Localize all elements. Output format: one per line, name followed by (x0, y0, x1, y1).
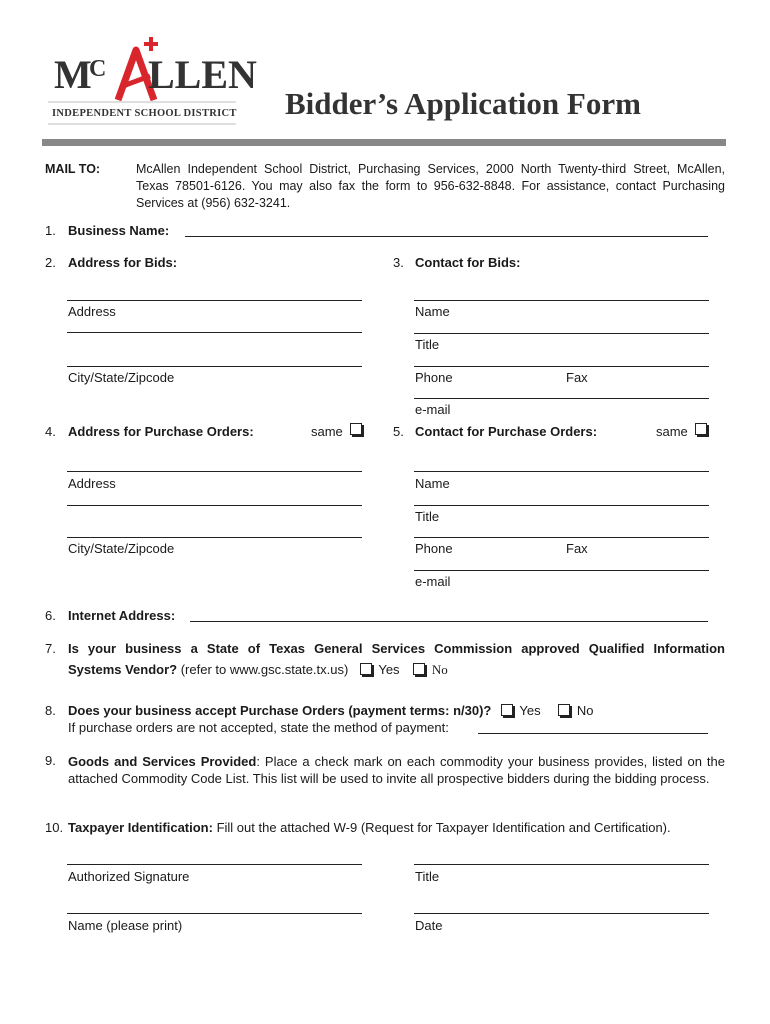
contact-for-bids-label: Contact for Bids: (415, 255, 521, 270)
title-rule (42, 139, 726, 146)
bids-contact-title-caption: Title (415, 337, 440, 352)
bids-contact-email-caption: e-mail (415, 402, 451, 417)
po-accept-no-label: No (576, 703, 594, 718)
signer-title-field[interactable] (414, 864, 709, 865)
qisv-question-line1: Is your business a State of Texas General Services Commission approved Qualified Information (68, 641, 725, 656)
bids-address-field-2[interactable] (67, 332, 362, 333)
po-contact-fax-caption: Fax (566, 541, 588, 556)
taxpayer-id-text (68, 820, 671, 835)
po-accept-line (68, 703, 593, 718)
item-4-num: 4. (45, 424, 56, 439)
po-contact-label: Contact for Purchase Orders: (415, 424, 598, 439)
mail-to-text: McAllen Independent School District, Purchasing Services, 2000 North Twenty-third Street, McAllen, Texas 78501-6126. You may also fax the form to 956-632-8848. For assistance, contact Purchasing Services at (956) 632-3241. (136, 162, 725, 210)
po-city-caption: City/State/Zipcode (68, 541, 175, 556)
svg-text:LLEN: LLEN (148, 52, 257, 97)
taxpayer-id-label: Taxpayer Identification: (68, 820, 213, 835)
goods-services-body: : Place a check mark on each commodity your business provides, listed on the attached Commodity Code List. This list will be used to invite all prospective bidders during the bidding process. (68, 754, 726, 786)
po-address-same-checkbox[interactable] (347, 422, 365, 437)
item-7-num: 7. (45, 641, 56, 656)
bids-contact-title-field[interactable] (414, 333, 709, 334)
bids-address-caption: Address (68, 304, 116, 319)
authorized-signature-caption: Authorized Signature (68, 869, 190, 884)
bids-contact-name-caption: Name (415, 304, 450, 319)
po-contact-email-field[interactable] (414, 570, 709, 571)
po-contact-title-caption: Title (415, 509, 440, 524)
qisv-question-rest: (refer to www.gsc.state.tx.us) (177, 662, 349, 677)
po-address-field-2[interactable] (67, 505, 362, 506)
name-print-caption: Name (please print) (68, 918, 183, 933)
po-address-label: Address for Purchase Orders: (68, 424, 254, 439)
qisv-question-bold: Systems Vendor? (68, 662, 178, 677)
item-1-num: 1. (45, 223, 56, 238)
po-accept-yes-checkbox[interactable] (501, 704, 513, 716)
po-address-same-label: same (311, 424, 343, 439)
bids-contact-fax-caption: Fax (566, 370, 588, 385)
po-address-caption: Address (68, 476, 116, 491)
po-accept-no-checkbox[interactable] (558, 704, 570, 716)
address-for-bids-label: Address for Bids: (68, 255, 178, 270)
svg-text:M: M (54, 52, 92, 97)
bids-city-caption: City/State/Zipcode (68, 370, 175, 385)
svg-text:C: C (89, 56, 107, 82)
item-6-num: 6. (45, 608, 56, 623)
po-accept-yes-label: Yes (519, 703, 541, 718)
page-title: Bidder’s Application Form (285, 86, 641, 121)
po-contact-phone-field[interactable] (414, 537, 709, 538)
name-print-field[interactable] (67, 913, 362, 914)
po-city-field[interactable] (67, 537, 362, 538)
payment-method-field[interactable] (478, 733, 708, 734)
bids-contact-email-field[interactable] (414, 398, 709, 399)
bids-contact-phone-caption: Phone (415, 370, 453, 385)
mail-to-label: MAIL TO: (45, 162, 101, 176)
signer-title-caption: Title (415, 869, 440, 884)
item-3-num: 3. (393, 255, 404, 270)
internet-address-label: Internet Address: (68, 608, 176, 623)
po-contact-phone-caption: Phone (415, 541, 453, 556)
taxpayer-id-body: Fill out the attached W-9 (Request for Taxpayer Identification and Certification). (212, 820, 671, 835)
po-accept-question: Does your business accept Purchase Orders (payment terms: n/30)? (68, 703, 492, 718)
district-name: INDEPENDENT SCHOOL DISTRICT (52, 108, 237, 119)
business-name-field[interactable] (185, 236, 708, 237)
payment-method-label: If purchase orders are not accepted, state the method of payment: (68, 720, 449, 735)
item-2-num: 2. (45, 255, 56, 270)
goods-services-text (68, 753, 725, 787)
po-contact-email-caption: e-mail (415, 574, 451, 589)
goods-services-label: Goods and Services Provided (68, 754, 257, 769)
date-caption: Date (415, 918, 443, 933)
po-contact-title-field[interactable] (414, 505, 709, 506)
item-10-num: 10. (45, 820, 64, 835)
qisv-no-label: No (431, 662, 448, 677)
po-address-field[interactable] (67, 471, 362, 472)
item-8-num: 8. (45, 703, 56, 718)
qisv-no-checkbox[interactable] (413, 663, 425, 675)
po-contact-same-checkbox[interactable] (692, 422, 710, 437)
qisv-yes-checkbox[interactable] (360, 663, 372, 675)
business-name-label: Business Name: (68, 223, 170, 238)
bids-contact-phone-field[interactable] (414, 366, 709, 367)
po-contact-same-label: same (656, 424, 688, 439)
item-9-num: 9. (45, 753, 56, 768)
qisv-yes-label: Yes (378, 662, 400, 677)
qisv-question-line2 (68, 662, 448, 678)
authorized-signature-field[interactable] (67, 864, 362, 865)
date-field[interactable] (414, 913, 709, 914)
po-contact-name-caption: Name (415, 476, 450, 491)
bids-contact-name-field[interactable] (414, 300, 709, 301)
item-5-num: 5. (393, 424, 404, 439)
bids-address-field[interactable] (67, 300, 362, 301)
bids-city-field[interactable] (67, 366, 362, 367)
po-contact-name-field[interactable] (414, 471, 709, 472)
internet-address-field[interactable] (190, 621, 708, 622)
